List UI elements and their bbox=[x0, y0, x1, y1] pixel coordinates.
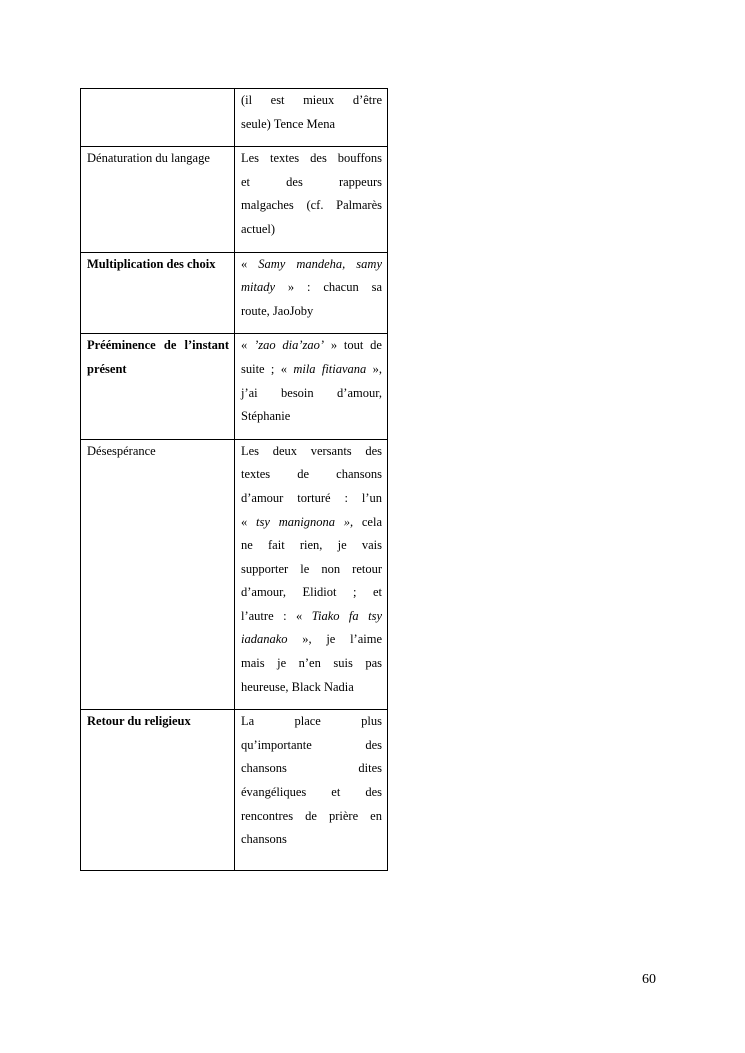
example-line bbox=[241, 440, 382, 464]
theme-label: Désespérance bbox=[87, 443, 156, 458]
example-line bbox=[241, 781, 382, 805]
theme-cell bbox=[81, 710, 235, 871]
example-line bbox=[241, 605, 382, 629]
table-row bbox=[81, 89, 388, 147]
text-run: supporter le non retour bbox=[241, 561, 382, 576]
italic-quote: ’zao dia’zao’ bbox=[254, 338, 325, 353]
text-run: et des rappeurs bbox=[241, 174, 382, 189]
text-run: d’amour torturé : l’un bbox=[241, 490, 382, 505]
theme-label: Multiplication des choix bbox=[87, 256, 216, 271]
italic-quote: iadanako bbox=[241, 632, 288, 647]
text-run: « bbox=[241, 256, 259, 271]
text-run: actuel) bbox=[241, 221, 276, 236]
text-run: « bbox=[241, 338, 255, 353]
example-line bbox=[241, 300, 382, 324]
table-row bbox=[81, 334, 388, 439]
text-run: l’autre : « bbox=[241, 608, 312, 623]
themes-table-body bbox=[81, 89, 388, 871]
text-run: Les textes des bouffons bbox=[241, 151, 382, 166]
text-run: heureuse, Black Nadia bbox=[241, 679, 354, 694]
example-line bbox=[241, 828, 382, 852]
example-line bbox=[241, 334, 382, 358]
table-row bbox=[81, 439, 388, 710]
example-line bbox=[241, 710, 382, 734]
text-run: qu’importante des bbox=[241, 737, 382, 752]
text-run: évangéliques et des bbox=[241, 785, 382, 800]
example-line bbox=[241, 487, 382, 511]
theme-cell bbox=[81, 334, 235, 439]
text-run: » : chacun sa bbox=[275, 280, 382, 295]
text-run: Stéphanie bbox=[241, 409, 291, 424]
example-cell bbox=[235, 252, 388, 334]
text-run: La place plus bbox=[241, 714, 382, 729]
text-run: » tout de bbox=[324, 338, 382, 353]
text-run: chansons bbox=[241, 832, 287, 847]
text-run: », bbox=[366, 361, 383, 376]
example-line bbox=[241, 534, 382, 558]
themes-table bbox=[80, 88, 388, 871]
example-line bbox=[241, 194, 382, 218]
example-line bbox=[241, 734, 382, 758]
text-run: « bbox=[241, 514, 257, 529]
example-cell bbox=[235, 439, 388, 710]
example-line bbox=[241, 757, 382, 781]
example-line bbox=[241, 147, 382, 171]
example-cell bbox=[235, 147, 388, 252]
text-run: route, JaoJoby bbox=[241, 303, 314, 318]
example-line bbox=[241, 358, 382, 382]
theme-label: Prééminence de l’instant présent bbox=[87, 338, 229, 376]
text-run: d’amour, Elidiot ; et bbox=[241, 585, 382, 600]
example-line bbox=[241, 652, 382, 676]
text-run: textes de chansons bbox=[241, 467, 382, 482]
text-run: chansons dites bbox=[241, 761, 382, 776]
example-line bbox=[241, 628, 382, 652]
text-run: rencontres de prière en bbox=[241, 808, 382, 823]
page-number: 60 bbox=[642, 972, 656, 987]
text-run: ne fait rien, je vais bbox=[241, 538, 382, 553]
table-row bbox=[81, 710, 388, 871]
example-cell bbox=[235, 334, 388, 439]
example-line bbox=[241, 113, 382, 137]
text-run: suite ; « bbox=[241, 361, 294, 376]
example-line bbox=[241, 405, 382, 429]
text-run: mais je n’en suis pas bbox=[241, 656, 382, 671]
italic-quote: Samy mandeha, samy bbox=[258, 256, 383, 271]
example-cell bbox=[235, 89, 388, 147]
example-line bbox=[241, 171, 382, 195]
theme-label: Retour du religieux bbox=[87, 714, 191, 729]
italic-quote: tsy manignona », bbox=[256, 514, 354, 529]
example-line bbox=[241, 511, 382, 535]
theme-cell bbox=[81, 89, 235, 147]
text-run: Les deux versants des bbox=[241, 443, 382, 458]
text-run: malgaches (cf. Palmarès bbox=[241, 198, 382, 213]
example-line bbox=[241, 382, 382, 406]
theme-cell bbox=[81, 147, 235, 252]
theme-label: Dénaturation du langage bbox=[87, 151, 210, 166]
example-line bbox=[241, 89, 382, 113]
example-line bbox=[241, 805, 382, 829]
example-cell bbox=[235, 710, 388, 871]
text-run: seule) Tence Mena bbox=[241, 116, 335, 131]
text-run: (il est mieux d’être bbox=[241, 93, 382, 107]
italic-quote: mila fitiavana bbox=[293, 361, 367, 376]
example-line bbox=[241, 581, 382, 605]
text-run: j’ai besoin d’amour, bbox=[241, 385, 382, 400]
example-line bbox=[241, 276, 382, 300]
example-line bbox=[241, 463, 382, 487]
example-line bbox=[241, 676, 382, 700]
theme-cell bbox=[81, 252, 235, 334]
example-line bbox=[241, 218, 382, 242]
table-row bbox=[81, 147, 388, 252]
example-line bbox=[241, 253, 382, 277]
italic-quote: Tiako fa tsy bbox=[311, 608, 382, 623]
text-run: cela bbox=[353, 514, 383, 529]
example-line bbox=[241, 558, 382, 582]
theme-cell bbox=[81, 439, 235, 710]
table-row bbox=[81, 252, 388, 334]
text-run: », je l’aime bbox=[287, 632, 382, 647]
italic-quote: mitady bbox=[241, 280, 276, 295]
